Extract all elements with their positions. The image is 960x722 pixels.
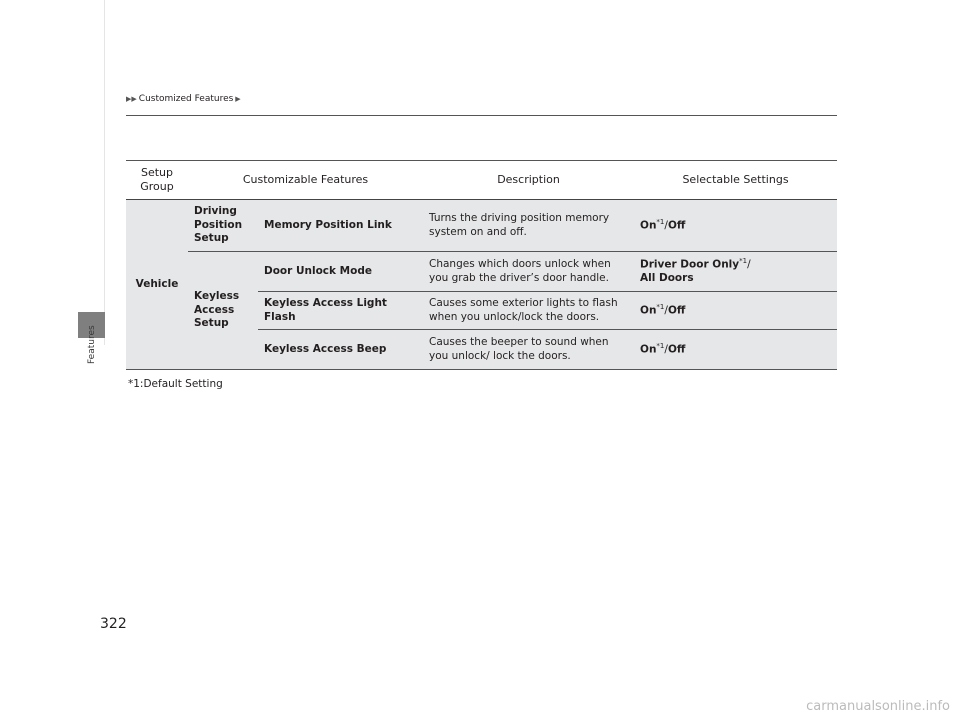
settings-cell: Driver Door Only$^{*1}$/ All Doors bbox=[634, 252, 837, 292]
breadcrumb-link[interactable]: Customized Features bbox=[138, 94, 234, 104]
watermark: carmanualsonline.info bbox=[806, 699, 950, 714]
description-cell: Causes the beeper to sound when you unlock/ lock the doors. bbox=[423, 330, 634, 370]
header-customizable-features: Customizable Features bbox=[188, 161, 423, 200]
header-description: Description bbox=[423, 161, 634, 200]
side-divider bbox=[104, 0, 105, 345]
header-setup-group: Setup Group bbox=[126, 161, 188, 200]
breadcrumb-arrow-icon: ▶ bbox=[235, 95, 241, 103]
breadcrumb bbox=[126, 94, 241, 104]
table-row bbox=[126, 252, 837, 292]
feature-cell: Memory Position Link bbox=[258, 200, 423, 252]
settings-cell: On$^{*1}$/Off bbox=[634, 292, 837, 330]
setup-group-cell: Vehicle bbox=[126, 200, 188, 370]
description-cell: Causes some exterior lights to flash when you unlock/lock the doors. bbox=[423, 292, 634, 330]
customized-features-table bbox=[126, 160, 837, 370]
settings-cell: On$^{*1}$/Off bbox=[634, 330, 837, 370]
settings-cell: On$^{*1}$/Off bbox=[634, 200, 837, 252]
feature-cell: Door Unlock Mode bbox=[258, 252, 423, 292]
breadcrumb-arrow-icon: ▶▶ bbox=[126, 95, 137, 103]
footnote: *1:Default Setting bbox=[128, 378, 223, 390]
description-cell: Changes which doors unlock when you grab the driver’s door handle. bbox=[423, 252, 634, 292]
subgroup-cell: Keyless Access Setup bbox=[188, 252, 258, 370]
page-number: 322 bbox=[100, 616, 127, 632]
header-selectable-settings: Selectable Settings bbox=[634, 161, 837, 200]
feature-cell: Keyless Access Light Flash bbox=[258, 292, 423, 330]
subgroup-cell: Driving Position Setup bbox=[188, 200, 258, 252]
header-rule bbox=[126, 115, 837, 116]
table-row bbox=[126, 200, 837, 252]
feature-cell: Keyless Access Beep bbox=[258, 330, 423, 370]
description-cell: Turns the driving position memory system on and off. bbox=[423, 200, 634, 252]
section-label: Features bbox=[87, 325, 97, 364]
